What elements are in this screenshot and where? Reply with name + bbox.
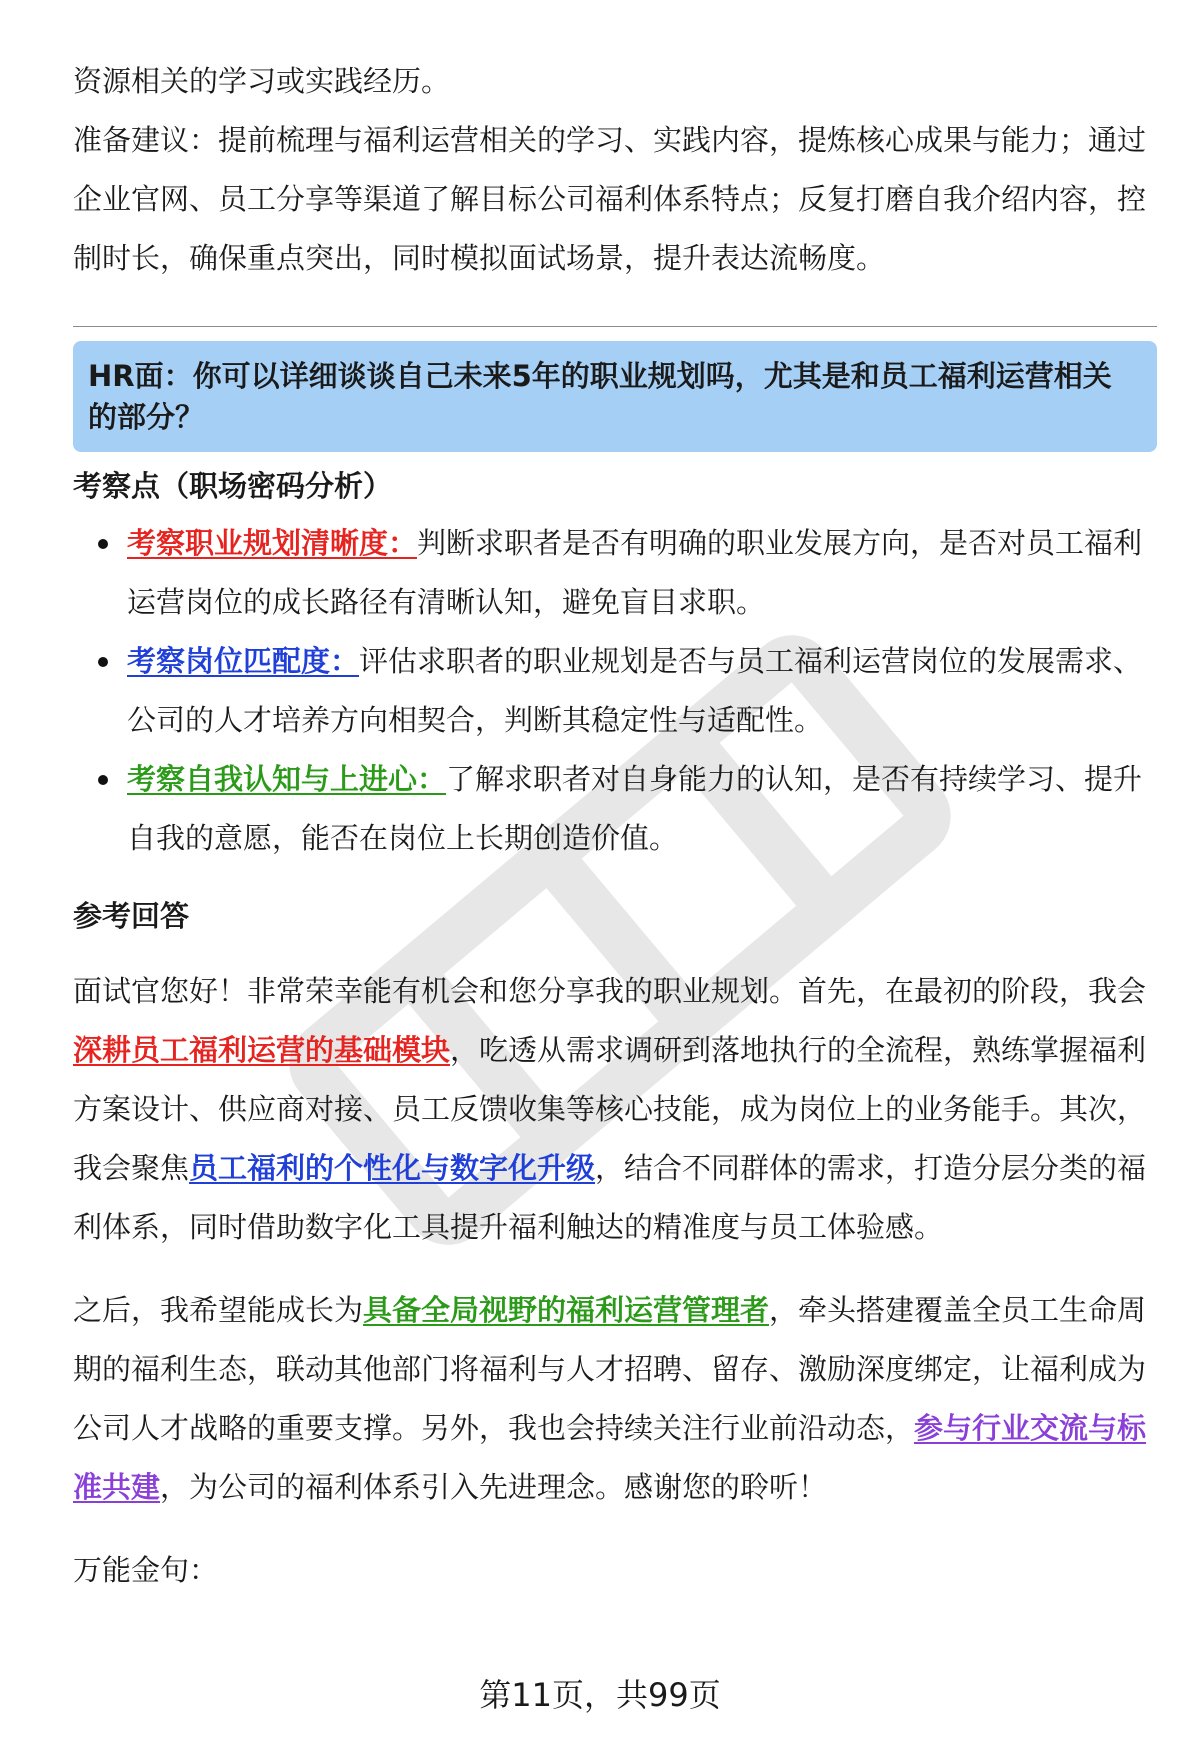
answer-text: ，为公司的福利体系引入先进理念。感谢您的聆听！: [160, 1470, 828, 1504]
assessment-item: [73, 514, 1157, 632]
hr-question-box: HR面：你可以详细谈谈自己未来5年的职业规划吗，尤其是和员工福利运营相关的部分？: [73, 341, 1157, 452]
answer-heading: 参考回答: [73, 899, 190, 933]
assessment-item: [73, 632, 1157, 750]
answer-highlight: 深耕员工福利运营的基础模块: [73, 1033, 451, 1067]
bullet-dot-icon: [98, 775, 108, 785]
answer-text: 之后，我希望能成长为: [73, 1293, 364, 1327]
prep-advice: [73, 111, 1157, 288]
section-divider: [73, 326, 1157, 327]
answer-text: ，吃透从需求调研到落地执行的全流程，熟练掌握福利方案设计、供应商对接、员工反馈收集等核心技能，成为岗位上的业务能手。其次，我会聚焦: [73, 1033, 1147, 1185]
assessment-item-text: 了解求职者对自身能力的认知，是否有持续学习、提升自我的意愿，能否在岗位上长期创造价值。: [127, 762, 1143, 855]
answer-paragraph-1: [73, 962, 1157, 1257]
answer-highlight: 员工福利的个性化与数字化升级: [189, 1151, 596, 1185]
page-content: [73, 52, 1157, 1600]
assessment-item: [73, 750, 1157, 868]
answer-highlight: 具备全局视野的福利运营管理者: [363, 1293, 770, 1327]
page-number: 第11页，共99页: [479, 1676, 721, 1714]
intro-line: 资源相关的学习或实践经历。: [73, 64, 451, 98]
answer-text: ，结合不同群体的需求，打造分层分类的福利体系，同时借助数字化工具提升福利触达的精准度与员工体验感。: [73, 1151, 1147, 1244]
assessment-item-text: 评估求职者的职业规划是否与员工福利运营岗位的发展需求、公司的人才培养方向相契合，判断其稳定性与适配性。: [127, 644, 1143, 737]
assessment-list: [73, 514, 1157, 868]
prep-label: 准备建议：: [73, 123, 219, 157]
answer-paragraph-2: [73, 1281, 1157, 1517]
bullet-dot-icon: [98, 539, 108, 549]
answer-text: ，牵头搭建覆盖全员工生命周期的福利生态，联动其他部门将福利与人才招聘、留存、激励深度绑定，让福利成为公司人才战略的重要支撑。另外，我也会持续关注行业前沿动态，: [73, 1293, 1147, 1445]
golden-sentence-label: 万能金句：: [73, 1553, 219, 1587]
assessment-item-text: 判断求职者是否有明确的职业发展方向，是否对员工福利运营岗位的成长路径有清晰认知，避免盲目求职。: [127, 526, 1143, 619]
bullet-dot-icon: [98, 657, 108, 667]
assessment-item-label: 考察岗位匹配度：: [127, 644, 360, 678]
prep-text: 提前梳理与福利运营相关的学习、实践内容，提炼核心成果与能力；通过企业官网、员工分享等渠道了解目标公司福利体系特点；反复打磨自我介绍内容，控制时长，确保重点突出，同时模拟面试场景，提升表达流畅度。: [73, 123, 1147, 275]
answer-text: 面试官您好！非常荣幸能有机会和您分享我的职业规划。首先，在最初的阶段，我会: [73, 974, 1147, 1008]
assessment-heading: 考察点（职场密码分析）: [73, 469, 393, 503]
assessment-item-label: 考察自我认知与上进心：: [127, 762, 447, 796]
assessment-item-label: 考察职业规划清晰度：: [127, 526, 418, 560]
answer-highlight: 参与行业交流与标准共建: [73, 1411, 1147, 1504]
